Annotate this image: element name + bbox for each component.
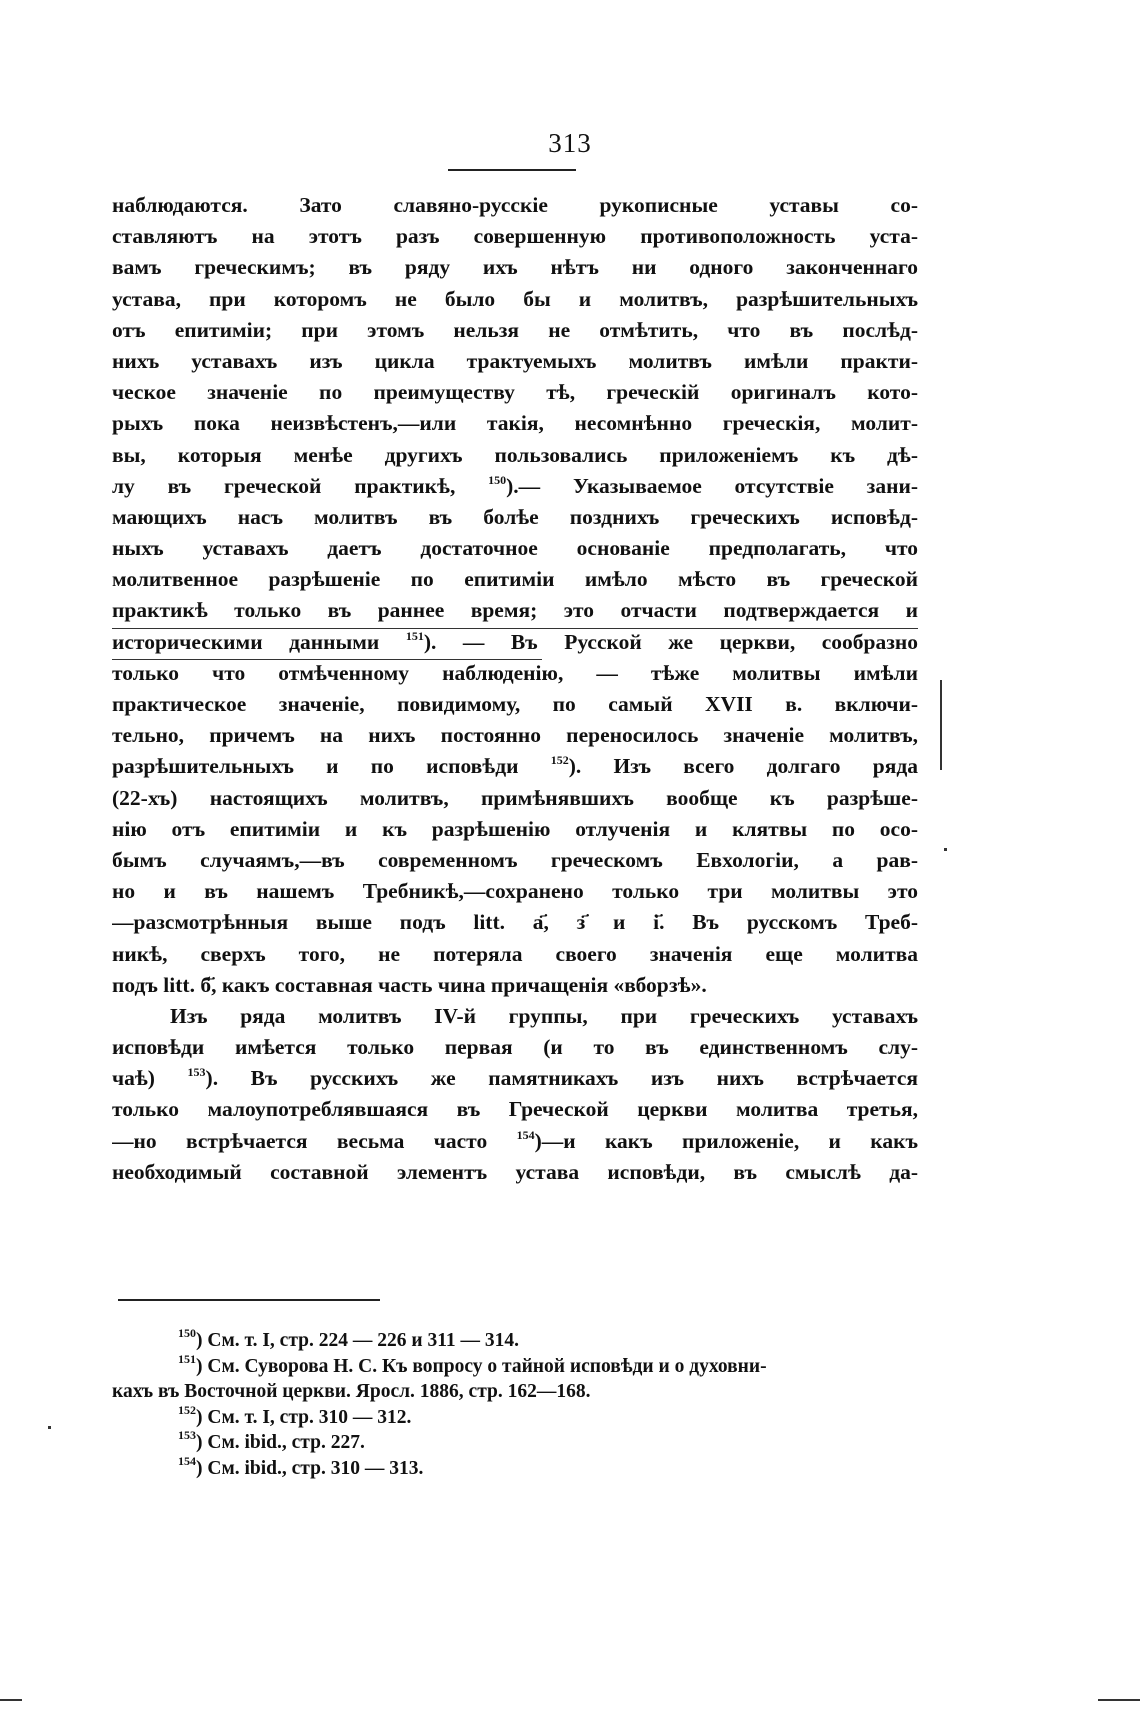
- footnote-mark: 154: [178, 1453, 196, 1468]
- body-text: [112, 190, 918, 1188]
- text-line: наблюдаются. Зато славяно-русскіе рукописные уставы со-: [112, 193, 918, 217]
- line-text: )—и какъ приложеніе, и какъ: [534, 1128, 918, 1153]
- page-number: 313: [548, 128, 592, 158]
- text-line: подъ litt. б҃, какъ составная часть чина причащенія «вборзѣ».: [112, 972, 707, 997]
- line-text: ).— Указываемое отсутствіе зани-: [506, 473, 918, 498]
- footnote-ref: 150: [488, 472, 507, 487]
- text-line: только малоупотреблявшаяся въ Греческой церкви молитва третья,: [112, 1097, 918, 1122]
- footnote-continuation: кахъ въ Восточной церкви. Яросл. 1886, стр. 162—168.: [112, 1381, 591, 1402]
- footnote-mark: 151: [178, 1351, 196, 1366]
- line-text: ). — Въ Русской же церкви, сообразно: [423, 629, 918, 654]
- text-line: нихъ уставахъ изъ цикла трактуемыхъ молитвъ имѣли практи-: [112, 348, 918, 373]
- text-line: тельно, причемъ на нихъ постоянно переносилось значеніе молитвъ,: [112, 723, 918, 748]
- footnote-ref: 151: [405, 628, 424, 643]
- line-text: ). Изъ всего долгаго ряда: [568, 754, 918, 779]
- text-line: ныхъ уставахъ даетъ достаточное основаніе предполагать, что: [112, 536, 918, 561]
- margin-dot: [48, 1426, 51, 1429]
- footnote: [112, 1402, 918, 1431]
- footnote-ref: 153: [187, 1065, 206, 1080]
- text-line: мающихъ насъ молитвъ въ болѣе позднихъ греческихъ исповѣд-: [112, 504, 918, 529]
- footnote-mark: 152: [178, 1402, 196, 1417]
- text-line: отъ епитиміи; при этомъ нельзя не отмѣтить, что въ послѣд-: [112, 317, 918, 342]
- text-line: [112, 751, 918, 782]
- text-line: но и въ нашемъ Требникѣ,—сохранено только три молитвы это: [112, 879, 918, 904]
- text-line: практикѣ только въ раннее время; это отчасти подтверждается и: [112, 598, 918, 623]
- text-line: молитвенное разрѣшеніе по епитиміи имѣло мѣсто въ греческой: [112, 567, 918, 592]
- text-line: необходимый составной элементъ устава исповѣди, въ смыслѣ да-: [112, 1159, 918, 1184]
- scan-edge-mark: [0, 1699, 22, 1701]
- footnote: [112, 1328, 918, 1354]
- text-line: ставляютъ на этотъ разъ совершенную противоположность уста-: [112, 224, 918, 249]
- footnote-text: ) См. Суворова Н. С. Къ вопросу о тайной исповѣди и о духовни-: [196, 1355, 767, 1377]
- text-line: практическое значеніе, повидимому, по самый XVII в. включи-: [112, 692, 918, 716]
- line-text: историческими данными: [112, 629, 380, 654]
- margin-line: [940, 680, 942, 770]
- line-text: чаѣ): [112, 1066, 155, 1091]
- text-line: вамъ греческимъ; въ ряду ихъ нѣтъ ни одного законченнаго: [112, 255, 918, 280]
- footnote-ref: 154: [516, 1127, 535, 1142]
- line-text: разрѣшительныхъ и по исповѣди: [112, 754, 519, 779]
- text-line: устава, при которомъ не было бы и молитвъ, разрѣшительныхъ: [112, 286, 918, 311]
- text-line: только что отмѣченному наблюденію, — тѣже молитвы имѣли: [112, 660, 918, 685]
- text-line: никѣ, сверхъ того, не потеряла своего значенія еще молитва: [112, 941, 918, 966]
- footnote-text: ) См. т. I, стр. 224 — 226 и 311 — 314.: [196, 1330, 520, 1351]
- text-line: [112, 1126, 918, 1157]
- text-line: [112, 471, 918, 502]
- footnote-text: ) См. т. I, стр. 310 — 312.: [196, 1406, 412, 1428]
- text-line: рыхъ пока неизвѣстенъ,—или такія, несомнѣнно греческія, молит-: [112, 411, 918, 436]
- footnote-text: ) См. ibid., стр. 310 — 313.: [196, 1457, 424, 1479]
- text-line: нію отъ епитиміи и къ разрѣшенію отлученія и клятвы по осо-: [112, 816, 918, 841]
- text-line: [112, 1063, 918, 1094]
- line-text: —но встрѣчается весьма часто: [112, 1128, 488, 1153]
- footnotes: [112, 1328, 918, 1481]
- margin-dot: [944, 848, 947, 851]
- footnote-mark: 150: [178, 1326, 196, 1340]
- text-line: [112, 627, 918, 658]
- underline-mark: [112, 628, 918, 629]
- footnote-ref: 152: [550, 753, 569, 768]
- footnote: [112, 1351, 918, 1380]
- text-line: исповѣди имѣется только первая (и то въ единственномъ слу-: [112, 1035, 918, 1060]
- text-line: ческое значеніе по преимуществу тѣ, греческій оригиналъ кото-: [112, 380, 918, 405]
- footnote-rule: [118, 1299, 380, 1301]
- footnote: [112, 1430, 918, 1456]
- scan-edge-mark: [1098, 1699, 1140, 1701]
- text-line: Изъ ряда молитвъ IV-й группы, при греческихъ уставахъ: [170, 1003, 918, 1028]
- text-line: вы, которыя менѣе другихъ пользовались приложеніемъ къ дѣ-: [112, 442, 918, 467]
- line-text: ). Въ русскихъ же памятникахъ изъ нихъ встрѣчается: [205, 1066, 918, 1091]
- underline-mark: [112, 659, 542, 660]
- line-text: лу въ греческой практикѣ,: [112, 473, 456, 498]
- footnote-text: ) См. ibid., стр. 227.: [196, 1432, 365, 1453]
- text-line: —разсмотрѣнныя выше подъ litt. а҃, з҃ и і҃. Въ русскомъ Треб-: [112, 910, 918, 935]
- page-number-rule: [448, 169, 576, 171]
- footnote: [112, 1453, 918, 1482]
- text-line: (22-хъ) настоящихъ молитвъ, примѣнявшихъ вообще къ разрѣше-: [112, 785, 918, 810]
- text-line: бымъ случаямъ,—въ современномъ греческомъ Евхологіи, а рав-: [112, 847, 918, 872]
- footnote-mark: 153: [178, 1428, 196, 1442]
